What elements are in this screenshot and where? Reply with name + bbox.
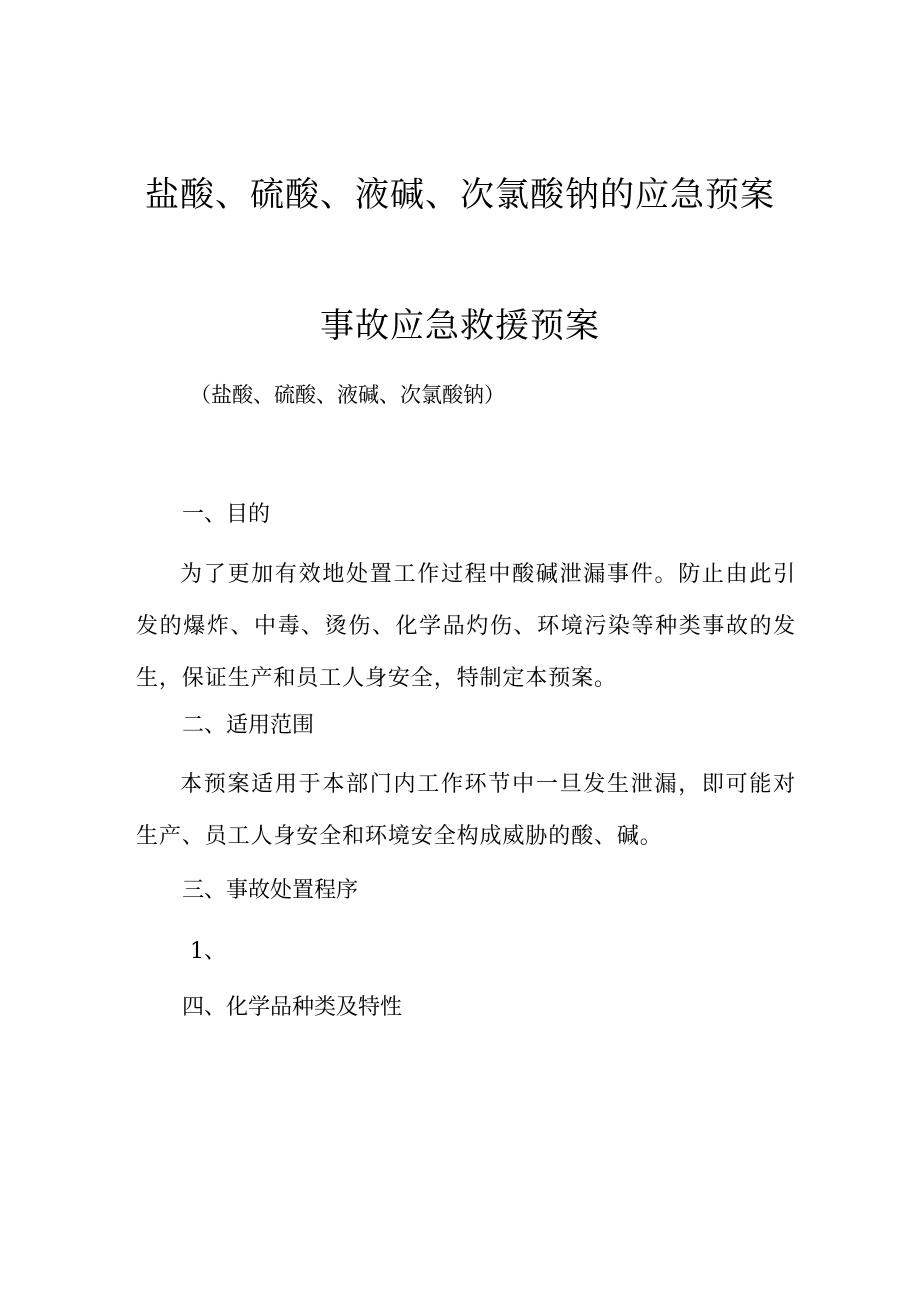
document-title: 盐酸、硫酸、液碱、次氯酸钠的应急预案 [145, 175, 775, 215]
procedure-list-item: 1、 [190, 939, 226, 964]
section-heading-procedure: 三、事故处置程序 [182, 878, 359, 903]
purpose-paragraph: 为了更加有效地处置工作过程中酸碱泄漏事件。防止由此引发的爆炸、中毒、烫伤、化学品灼伤、环境污染等种类事故的发生，保证生产和员工人身安全，特制定本预案。 [136, 562, 796, 691]
document-subtitle-heading: 事故应急救援预案 [320, 306, 600, 346]
section-heading-scope: 二、适用范围 [182, 713, 315, 738]
section-heading-chemicals: 四、化学品种类及特性 [182, 995, 403, 1020]
scope-paragraph: 本预案适用于本部门内工作环节中一旦发生泄漏，即可能对生产、员工人身安全和环境安全构成威胁的酸、碱。 [136, 772, 796, 849]
section-heading-purpose: 一、目的 [182, 502, 271, 527]
chemical-list-subtitle: （盐酸、硫酸、液碱、次氯酸钠） [190, 383, 505, 407]
